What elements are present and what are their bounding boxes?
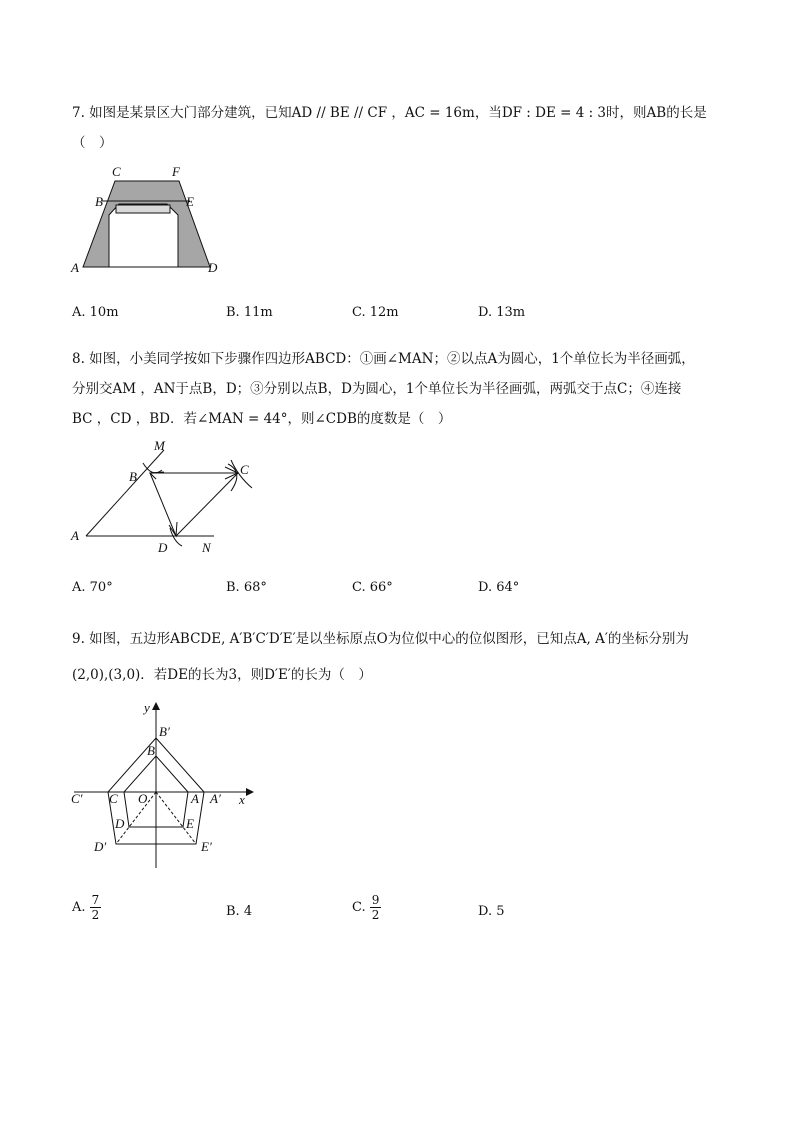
q7-option-b[interactable]: B. 11m: [226, 305, 273, 320]
q9-option-a-denominator: 2: [91, 908, 100, 922]
q7-option-c[interactable]: C. 12m: [352, 305, 399, 320]
q8-option-d[interactable]: D. 64°: [478, 580, 520, 595]
q9-option-a[interactable]: [72, 893, 101, 922]
q8-option-b[interactable]: B. 68°: [226, 580, 267, 595]
q7-option-a[interactable]: A. 10m: [72, 305, 119, 320]
q9-y-axis-arrow: [152, 702, 160, 710]
q9-option-c-denominator: 2: [371, 908, 380, 922]
q8-segment-bd: [150, 473, 176, 536]
q9-option-a-fraction: [90, 893, 102, 922]
q8-stem-line3: BC ，CD ，BD．若∠MAN = 44°，则∠CDB的度数是（ ）: [72, 411, 452, 427]
q9-label-x: x: [239, 792, 245, 807]
q7-label-e: E: [186, 194, 194, 209]
q8-segment-cd: [176, 473, 238, 536]
q9-label-e: E: [186, 816, 194, 831]
q8-label-d: D: [158, 540, 168, 555]
q9-option-c-fraction: [370, 893, 382, 922]
q8-label-c: C: [240, 462, 249, 477]
q7-gate-figure: [68, 160, 238, 280]
q8-label-a: A: [71, 528, 79, 543]
q9-option-b[interactable]: B. 4: [226, 904, 253, 919]
q9-label-y: y: [144, 700, 150, 715]
q8-ray-am: [86, 450, 164, 536]
q9-label-a-prime: A′: [210, 791, 221, 806]
q9-option-c-letter: C.: [352, 900, 366, 915]
q9-label-d: D: [115, 816, 125, 831]
q9-x-axis-arrow: [246, 788, 254, 796]
q7-option-d[interactable]: D. 13m: [478, 305, 526, 320]
q9-label-e-prime: E′: [201, 839, 212, 854]
q7-label-d: D: [208, 260, 218, 275]
q8-label-m: M: [154, 438, 165, 453]
q9-stem-line2: (2,0),(3,0)．若DE的长为3，则D′E′的长为（ ）: [72, 667, 372, 683]
q9-option-c[interactable]: [352, 893, 381, 922]
q8-label-b: B: [129, 469, 137, 484]
q9-option-d[interactable]: D. 5: [478, 904, 505, 919]
q9-label-c-prime: C′: [71, 791, 83, 806]
q8-option-a[interactable]: A. 70°: [72, 580, 113, 595]
q7-sign-plate: [116, 205, 170, 213]
q8-option-c[interactable]: C. 66°: [352, 580, 393, 595]
q9-label-d-prime: D′: [94, 839, 107, 854]
q9-pentagon-figure: [68, 698, 258, 873]
q8-label-n: N: [202, 540, 211, 555]
q8-stem-line2: 分别交AM ，AN于点B，D；③分别以点B，D为圆心，1个单位长为半径画弧，两弧交于点C；④连接: [72, 381, 682, 397]
q8-arc-b: [143, 463, 162, 473]
q7-paren: （ ）: [72, 135, 113, 151]
q9-label-o: O: [138, 791, 148, 806]
q9-label-c: C: [109, 791, 118, 806]
q7-label-f: F: [172, 164, 180, 179]
q9-option-a-letter: A.: [72, 900, 86, 915]
q8-rhombus-figure: [68, 436, 268, 561]
q7-label-b: B: [95, 194, 103, 209]
q9-stem-line1: 9. 如图，五边形ABCDE, A′B′C′D′E′是以坐标原点O为位似中心的位似图形，已知点A, A′的坐标分别为: [72, 631, 689, 647]
q9-label-a: A: [191, 791, 199, 806]
q9-label-b: B: [147, 743, 155, 758]
q7-label-c: C: [112, 164, 121, 179]
q9-option-c-numerator: 9: [371, 893, 380, 907]
q7-label-a: A: [71, 260, 79, 275]
q9-label-b-prime: B′: [159, 724, 170, 739]
q9-option-a-numerator: 7: [91, 893, 100, 907]
q7-stem: 7. 如图是某景区大门部分建筑，已知AD // BE // CF ，AC = 16m，当DF : DE = 4 : 3时，则AB的长是: [72, 105, 707, 121]
q8-stem-line1: 8. 如图，小美同学按如下步骤作四边形ABCD：①画∠MAN；②以点A为圆心，1个单位长为半径画弧，: [72, 351, 695, 367]
